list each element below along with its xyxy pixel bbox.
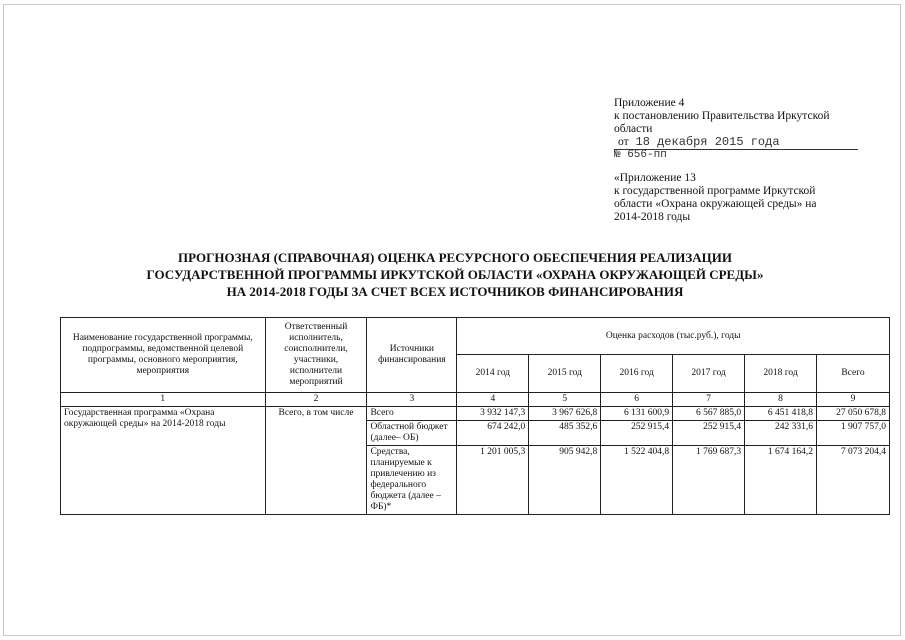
header-year-2014: 2014 год (457, 355, 529, 393)
value-total: 7 073 204,4 (816, 446, 889, 515)
header-source: Источники финансирования (367, 318, 457, 393)
program-annex-block (614, 172, 859, 224)
value-2016: 1 522 404,8 (601, 446, 673, 515)
column-number: 6 (601, 393, 673, 407)
annex-region: области (614, 123, 653, 135)
value-2014: 1 201 005,3 (457, 446, 529, 515)
source-cell: Средства, планируемые к привлечению из федерального бюджета (далее – ФБ)* (367, 446, 457, 515)
value-2017: 6 567 885,0 (673, 407, 745, 421)
header-year-2017: 2017 год (673, 355, 745, 393)
header-name: Наименование государственной программы, подпрограммы, ведомственной целевой программы, основного мероприятия, мероприятия (61, 318, 266, 393)
document-title (40, 249, 870, 300)
value-2016: 6 131 600,9 (601, 407, 673, 421)
value-2015: 905 942,8 (529, 446, 601, 515)
header-year-2015: 2015 год (529, 355, 601, 393)
column-number: 4 (457, 393, 529, 407)
column-number: 8 (745, 393, 817, 407)
program-annex-title: «Приложение 13 (614, 172, 696, 184)
value-total: 1 907 757,0 (816, 421, 889, 446)
header-total: Всего (816, 355, 889, 393)
header-year-2016: 2016 год (601, 355, 673, 393)
program-annex-name: области «Охрана окружающей среды» на (614, 198, 817, 210)
resource-estimate-table (60, 317, 890, 515)
table-row (61, 407, 890, 421)
column-number: 5 (529, 393, 601, 407)
decree-date-line (614, 136, 858, 150)
value-2017: 1 769 687,3 (673, 446, 745, 515)
annex-decree-ref: к постановлению Правительства Иркутской (614, 110, 830, 122)
title-line-3: НА 2014-2018 ГОДЫ ЗА СЧЕТ ВСЕХ ИСТОЧНИКОВ ФИНАНСИРОВАНИЯ (226, 284, 684, 299)
value-2016: 252 915,4 (601, 421, 673, 446)
source-cell: Областной бюджет (далее– ОБ) (367, 421, 457, 446)
column-number-row (61, 393, 890, 407)
annex-title: Приложение 4 (614, 97, 685, 109)
date-prefix: от (618, 136, 629, 148)
value-2014: 674 242,0 (457, 421, 529, 446)
decree-number: № 656-пп (614, 149, 667, 161)
source-cell: Всего (367, 407, 457, 421)
value-2018: 6 451 418,8 (745, 407, 817, 421)
header-executor: Ответственный исполнитель, соисполнители, участники, исполнители мероприятий (265, 318, 367, 393)
value-total: 27 050 678,8 (816, 407, 889, 421)
header-year-2018: 2018 год (745, 355, 817, 393)
title-line-1: ПРОГНОЗНАЯ (СПРАВОЧНАЯ) ОЦЕНКА РЕСУРСНОГО ОБЕСПЕЧЕНИЯ РЕАЛИЗАЦИИ (177, 250, 732, 265)
value-2014: 3 932 147,3 (457, 407, 529, 421)
column-number: 2 (265, 393, 367, 407)
decree-date: 18 декабря 2015 года (635, 135, 780, 149)
column-number: 9 (816, 393, 889, 407)
annex-reference-block (614, 97, 859, 161)
value-2018: 242 331,6 (745, 421, 817, 446)
column-number: 1 (61, 393, 266, 407)
column-number: 7 (673, 393, 745, 407)
program-name: Государственная программа «Охрана окружающей среды» на 2014-2018 годы (61, 407, 266, 515)
header-estimate: Оценка расходов (тыс.руб.), годы (457, 318, 890, 355)
executor-cell: Всего, в том числе (265, 407, 367, 515)
title-line-2: ГОСУДАРСТВЕННОЙ ПРОГРАММЫ ИРКУТСКОЙ ОБЛАСТИ «ОХРАНА ОКРУЖАЮЩЕЙ СРЕДЫ» (146, 267, 764, 282)
program-annex-ref: к государственной программе Иркутской (614, 185, 816, 197)
program-annex-years: 2014-2018 годы (614, 211, 691, 223)
value-2015: 485 352,6 (529, 421, 601, 446)
value-2015: 3 967 626,8 (529, 407, 601, 421)
value-2018: 1 674 164,2 (745, 446, 817, 515)
value-2017: 252 915,4 (673, 421, 745, 446)
column-number: 3 (367, 393, 457, 407)
